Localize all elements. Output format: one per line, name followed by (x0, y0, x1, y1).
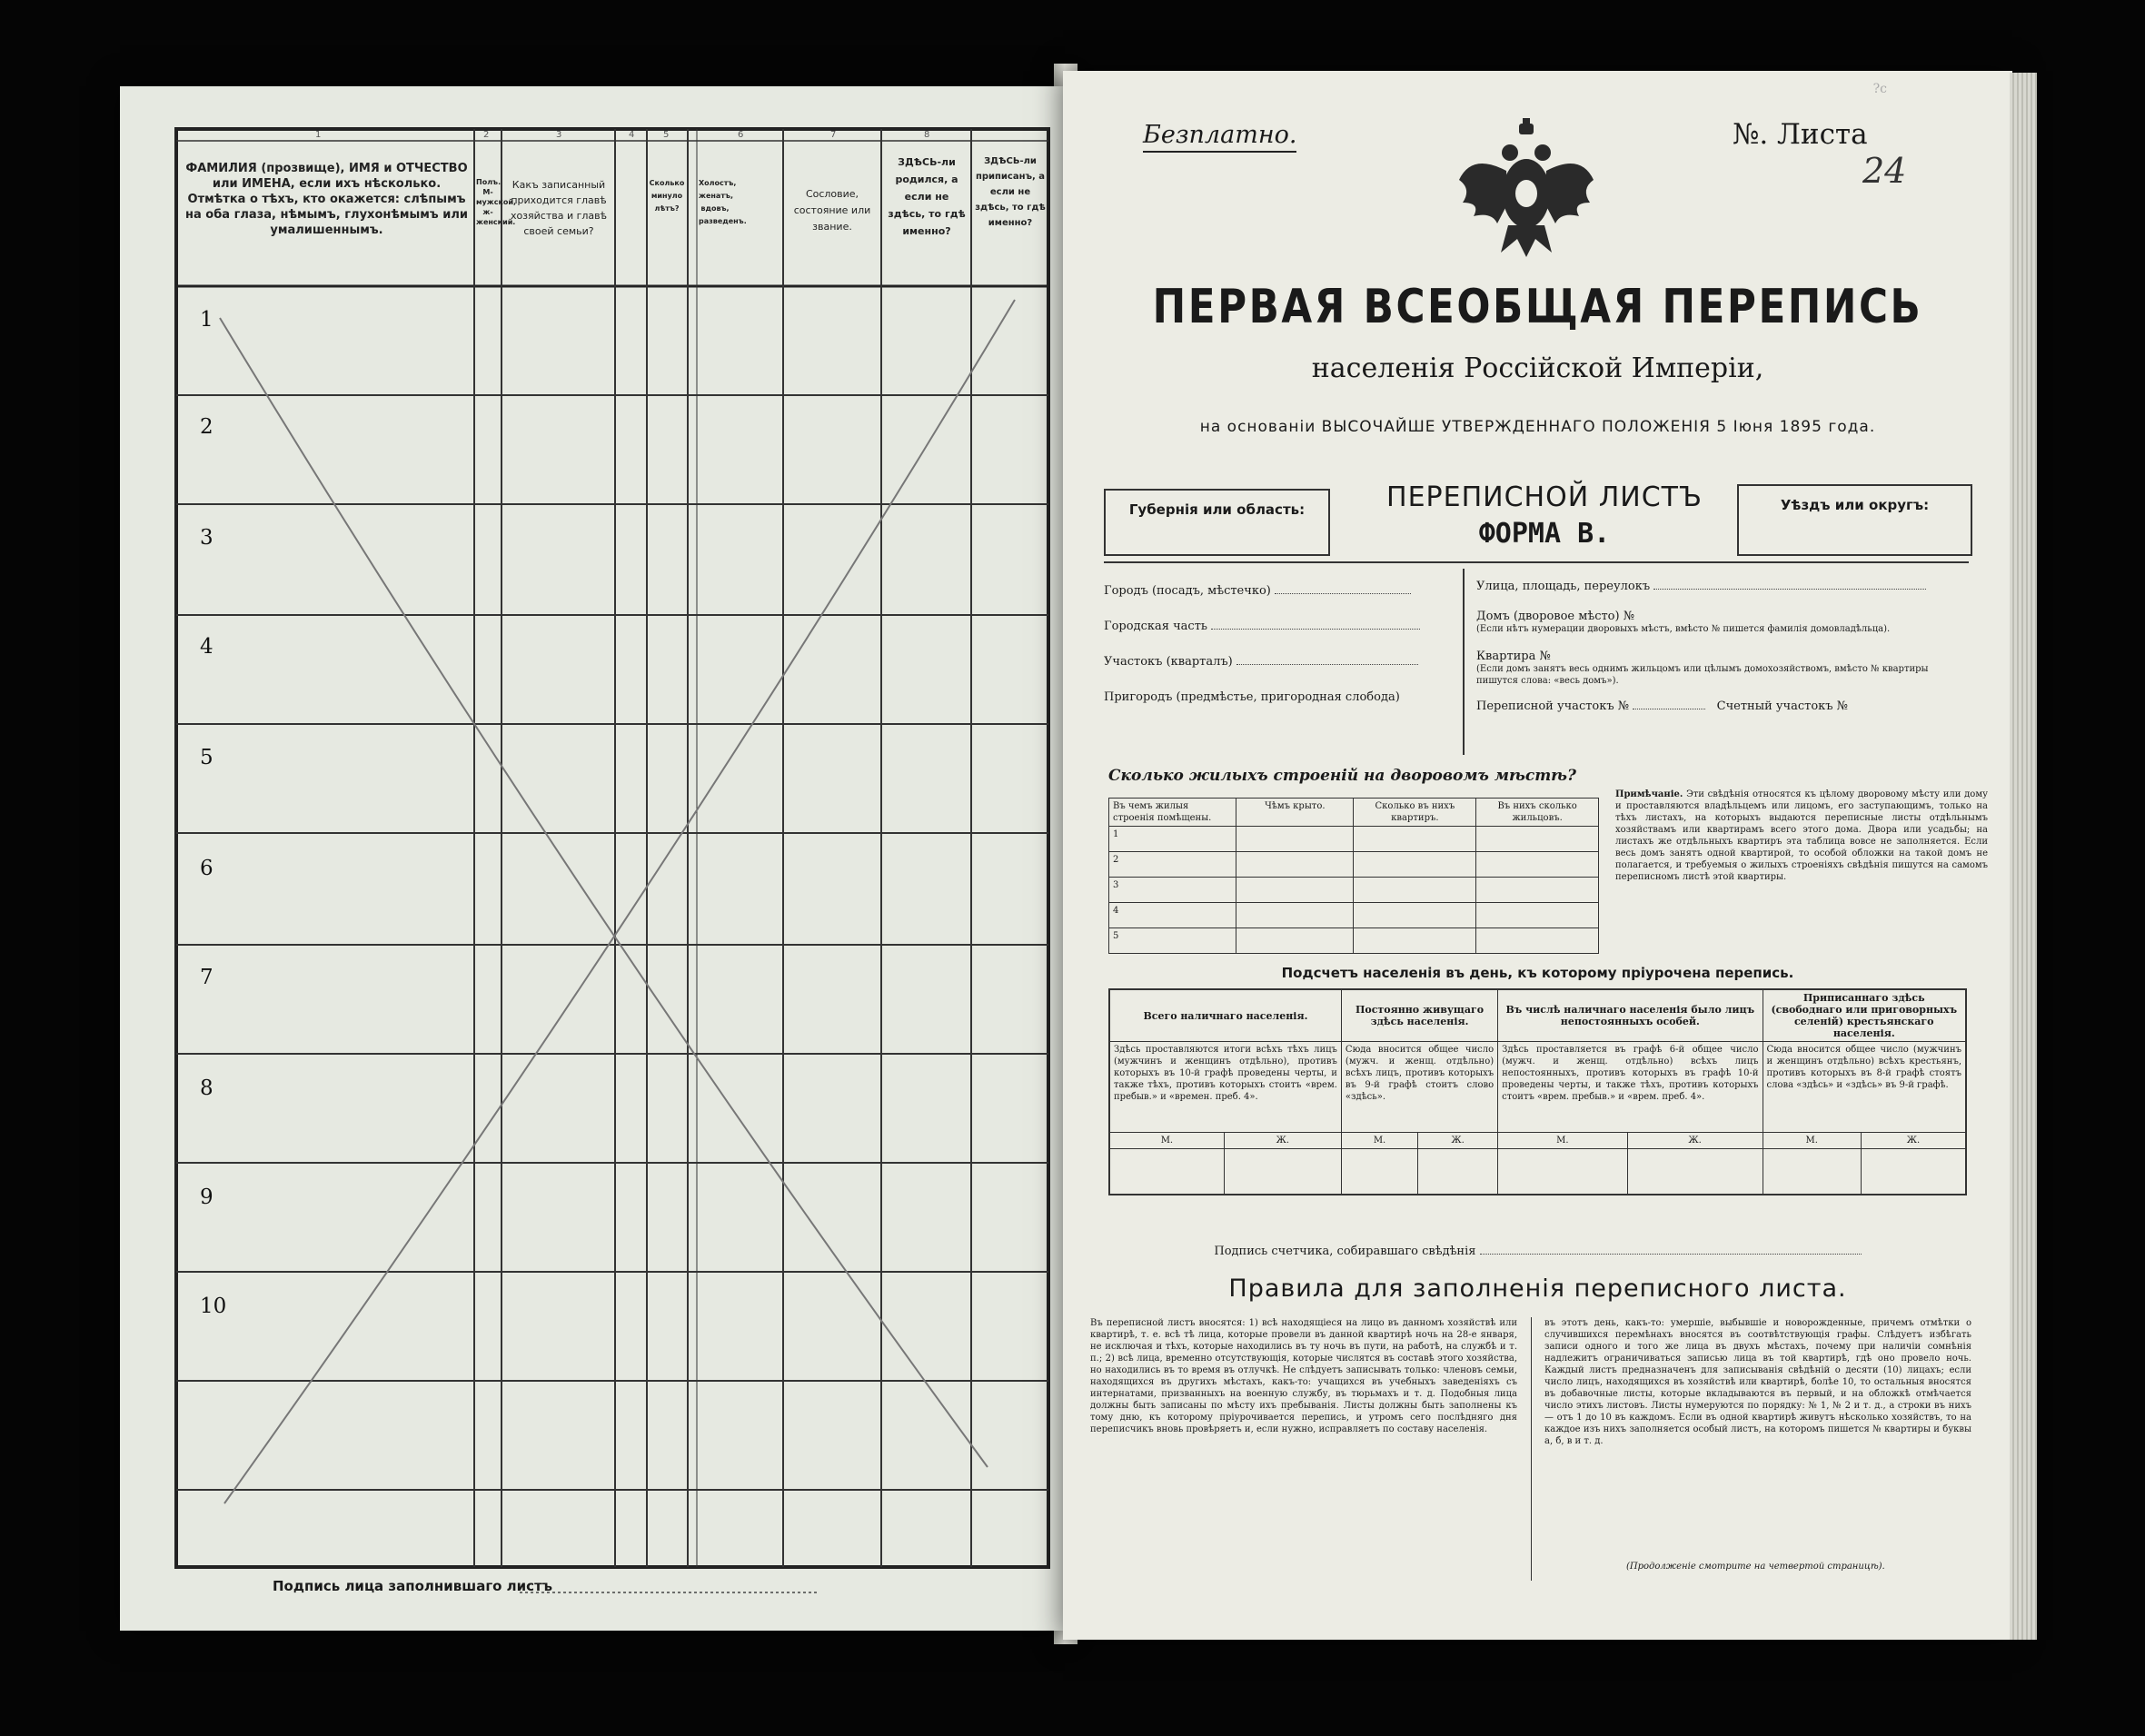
uezd-box (1737, 484, 1972, 556)
pencil-cross-stroke (224, 300, 1015, 1503)
counter-signature: Подпись счетчика, собиравшаго свѣдѣнія (1063, 1245, 2012, 1258)
note-text: Эти свѣдѣнія относятся къ цѣлому дворовому мѣсту или дому и проставляются владѣльцемъ или лицомъ, его заступающимъ, только на тѣхъ листахъ, на которыхъ выдаются переписные листы отдѣльнымъ хозяйствамъ или квартирамъ всего этого дома. Двора или усадьбы; на листахъ же отдѣльныхъ квартиръ эта таблица вовсе не заполняется. Если весь домъ занятъ одной квартирой, то особой обложки на такой домъ не полагается, и требуемыя о жилыхъ строеніяхъ свѣдѣнія пишутся на самомъ переписномъ листѣ этой квартиры. (1615, 789, 1988, 882)
table-row (1109, 1149, 1966, 1195)
row-number: 2 (200, 415, 214, 439)
rules-left-column: Въ переписной листъ вносятся: 1) всѣ находящіеся на лицо въ данномъ хозяйствѣ или квартирѣ, т. е. всѣ тѣ лица, которые провели въ данной квартирѣ ночь на 28-е января, не исключая и тѣхъ, которые находились въ ту ночь въ пути, на работѣ, на службѣ и т. п.; 2) всѣ лица, временно отсутствующія, которые числятся въ составѣ этого хозяйства, но находились въ то время въ отлучкѣ. Не слѣдуетъ записывать только: членовъ семьи, находящихся въ другихъ мѣстахъ, какъ-то: учащихся въ учебныхъ заведеніяхъ съ интернатами, призванныхъ на военную службу, въ тюрьмахъ и т. д. Подобныя лица должны быть записаны по мѣсту ихъ пребыванія. Листы должны быть заполнены къ тому дню, къ которому пріурочивается перепись, и утромъ сего послѣдняго дня переписчикъ вновь провѣряетъ и, если нужно, исправляетъ по составу населенія. (1090, 1318, 1517, 1434)
table-header-row: Въ чемъ жилыя строенія помѣщены. Чѣмъ крыто. Сколько въ нихъ квартиръ. Въ нихъ сколько жильцовъ. (1109, 799, 1599, 827)
column-number: 4 (629, 130, 635, 140)
address-fields-right (1476, 580, 1971, 713)
table-row: 4 (1109, 903, 1599, 928)
document-subtitle: населенія Россійской Имперіи, (1311, 352, 1764, 384)
address-divider (1463, 569, 1465, 755)
buildings-question: Сколько жилыхъ строеній на дворовомъ мѣстѣ? (1108, 767, 1576, 785)
table-header-row: Всего наличнаго населенія. Постоянно живущаго здѣсь населенія. Въ числѣ наличнаго населенія было лицъ непостоянныхъ особей. Приписаннаго здѣсь (свободнаго или приговорныхъ селеній) крестьянскаго населенія. (1109, 989, 1966, 1042)
table-row: 3 (1109, 878, 1599, 903)
left-page (120, 86, 1065, 1631)
count-table (1108, 988, 1967, 1195)
header-sex: Полъ. М-мужской, ж-женский. (476, 178, 517, 226)
field-city: Городъ (посадъ, мѣстечко) (1104, 584, 1458, 598)
row-number: 7 (200, 966, 214, 989)
uezd-label: Уѣздъ или округъ: (1780, 497, 1930, 513)
signature-label: Подпись лица заполнившаго листъ (273, 1578, 553, 1594)
field-district: Переписной участокъ № Счетный участокъ № (1476, 699, 1848, 713)
table-row: 5 (1109, 928, 1599, 954)
header-divider (1104, 561, 1969, 563)
row-number: 8 (200, 1076, 214, 1100)
field-house: Домъ (дворовое мѣсто) № (1476, 610, 1635, 623)
list-number-value: 24 (1862, 151, 1907, 191)
row-number: 4 (200, 635, 214, 659)
decree-line: на основаніи ВЫСОЧАЙШЕ УТВЕРЖДЕННАГО ПОЛОЖЕНІЯ 5 Іюня 1895 года. (1199, 418, 1876, 436)
field-house-note: (Если нѣтъ нумерации дворовыхъ мѣстъ, вмѣсто № пишется фамилія домовладѣльца). (1476, 624, 1891, 634)
header-age: Сколько минуло лѣтъ? (649, 179, 685, 213)
document-title: ПЕРВАЯ ВСЕОБЩАЯ ПЕРЕПИСЬ (1152, 280, 1923, 334)
guberniya-box (1104, 489, 1330, 556)
table-row: М. Ж. М. Ж. М. Ж. М. Ж. (1109, 1133, 1966, 1149)
field-street: Улица, площадь, переулокъ (1476, 580, 1971, 593)
header-relation: Какъ записанный приходится главѣ хозяйства и главѣ своей семьи? (510, 179, 608, 237)
form-title: ПЕРЕПИСНОЙ ЛИСТЪ (1386, 481, 1703, 513)
note-block (1615, 789, 1988, 883)
row-number: 5 (200, 746, 214, 769)
note-label: Примѣчаніе. (1615, 789, 1683, 799)
rules-title: Правила для заполненія переписного листа. (1228, 1275, 1847, 1303)
grid-frame (176, 129, 1048, 1567)
column-number: 7 (830, 130, 837, 140)
pencil-cross-stroke (220, 318, 988, 1467)
form-subtitle: ФОРМА В. (1478, 518, 1611, 550)
field-apartment-note: (Если домъ занятъ весь однимъ жильцомъ или цѣлымъ домохозяйствомъ, вмѣсто № квартиры пишутся слова: «весь домъ»). (1476, 664, 1929, 686)
header-name: ФАМИЛИЯ (прозвище), ИМЯ и ОТЧЕСТВО или ИМЕНА, если ихъ нѣсколько. Отмѣтка о тѣхъ, кто окажется: слѣпымъ на оба глаза, нѣмымъ, глухонѣмымъ или умалишеннымъ. (185, 162, 468, 237)
column-number: 8 (924, 130, 930, 140)
rules-right-column: въ этотъ день, какъ-то: умершіе, выбывшіе и новорожденные, причемъ отмѣтки о случившихся перемѣнахъ вносятся въ соотвѣтствующія графы. Слѣдуетъ избѣгать записи одного и того же лица въ двухъ мѣстахъ, почему при наличіи сомнѣнія надлежитъ ограничиваться записью лица въ той квартирѣ, гдѣ оно провело ночь. Каждый листъ предназначенъ для записыванія свѣдѣній о десяти (10) лицахъ; если число лицъ, находящихся въ хозяйствѣ или квартирѣ, болѣе 10, то остальныя вносятся въ добавочные листы, которые вкладываются въ первый, и на обложкѣ отмѣчается число этихъ листовъ. Листы нумеруются по порядку: № 1, № 2 и т. д., а строки въ нихъ — отъ 1 до 10 въ каждомъ. Если въ одной квартирѣ живутъ нѣсколько хозяйствъ, то на каждое изъ нихъ заполняется особый листъ, на которомъ пишется № квартиры и буквы а, б, в и т. д. (1544, 1318, 1971, 1446)
column-number: 2 (483, 130, 490, 140)
count-title: Подсчетъ населенія въ день, къ которому пріурочена перепись. (1281, 965, 1794, 981)
row-number: 1 (200, 308, 214, 332)
imperial-eagle-icon (1454, 116, 1599, 262)
row-number: 10 (200, 1295, 227, 1318)
table-row: 2 (1109, 852, 1599, 878)
row-number: 3 (200, 526, 214, 550)
free-label: Безплатно. (1143, 121, 1296, 153)
field-apartment: Квартира № (1476, 650, 1551, 663)
column-number: 6 (738, 130, 744, 140)
row-number: 9 (200, 1185, 214, 1209)
table-row: 1 (1109, 827, 1599, 852)
field-city-part: Городская часть (1104, 620, 1458, 633)
header-estate: Сословие, состояние или звание. (793, 188, 871, 233)
table-row: Здѣсь проставляются итоги всѣхъ тѣхъ лицъ (мужчинъ и женщинъ отдѣльно), противъ которыхъ въ 10-й графѣ проведены черты, и также тѣхъ, противъ которыхъ стоитъ «врем. пребыв.» и «времен. преб. 4». Сюда вносится общее число (мужч. и женщ. отдѣльно) всѣхъ лицъ, противъ которыхъ въ 9-й графѣ стоитъ слово «здѣсь». Здѣсь проставляется въ графѣ 6-й общее число (мужч. и женщ. отдѣльно) всѣхъ лицъ непостоянныхъ, противъ которыхъ въ графѣ 10-й проведены черты, и также тѣхъ, противъ которыхъ стоитъ «врем. пребыв.» и «врем. преб. 4». Сюда вносится общее число (мужчинъ и женщинъ отдѣльно) всѣхъ крестьянъ, противъ которыхъ въ 8-й графѣ стоятъ слова «здѣсь» и «здѣсь» въ 9-й графѣ. (1109, 1042, 1966, 1133)
pencil-mark: ?с (1872, 82, 1887, 96)
census-grid (120, 86, 1065, 1631)
rules-divider (1531, 1317, 1532, 1581)
column-number: 1 (315, 130, 322, 140)
header-registered: ЗДѢСЬ-ли приписанъ, а если не здѣсь, то гдѣ именно? (975, 156, 1046, 228)
column-number: 3 (556, 130, 562, 140)
buildings-table (1108, 798, 1599, 954)
page-stack-edge (2010, 73, 2037, 1640)
header-birthplace: ЗДѢСЬ-ли родился, а если не здѣсь, то гдѣ именно? (888, 156, 966, 237)
field-precinct: Участокъ (кварталъ) (1104, 655, 1458, 669)
header-marital: Холостъ, женатъ, вдовъ, разведенъ. (699, 179, 747, 225)
address-fields-left (1104, 584, 1458, 704)
field-suburb: Пригородъ (предмѣстье, пригородная слобода) (1104, 690, 1400, 704)
column-number: 5 (663, 130, 670, 140)
list-number-label: №. Листа (1733, 118, 1868, 151)
guberniya-label: Губернія или область: (1128, 501, 1306, 518)
continuation-note: (Продолженіе смотрите на четвертой страницѣ). (1626, 1562, 1885, 1572)
right-page (1063, 71, 2012, 1640)
row-number: 6 (200, 857, 214, 880)
